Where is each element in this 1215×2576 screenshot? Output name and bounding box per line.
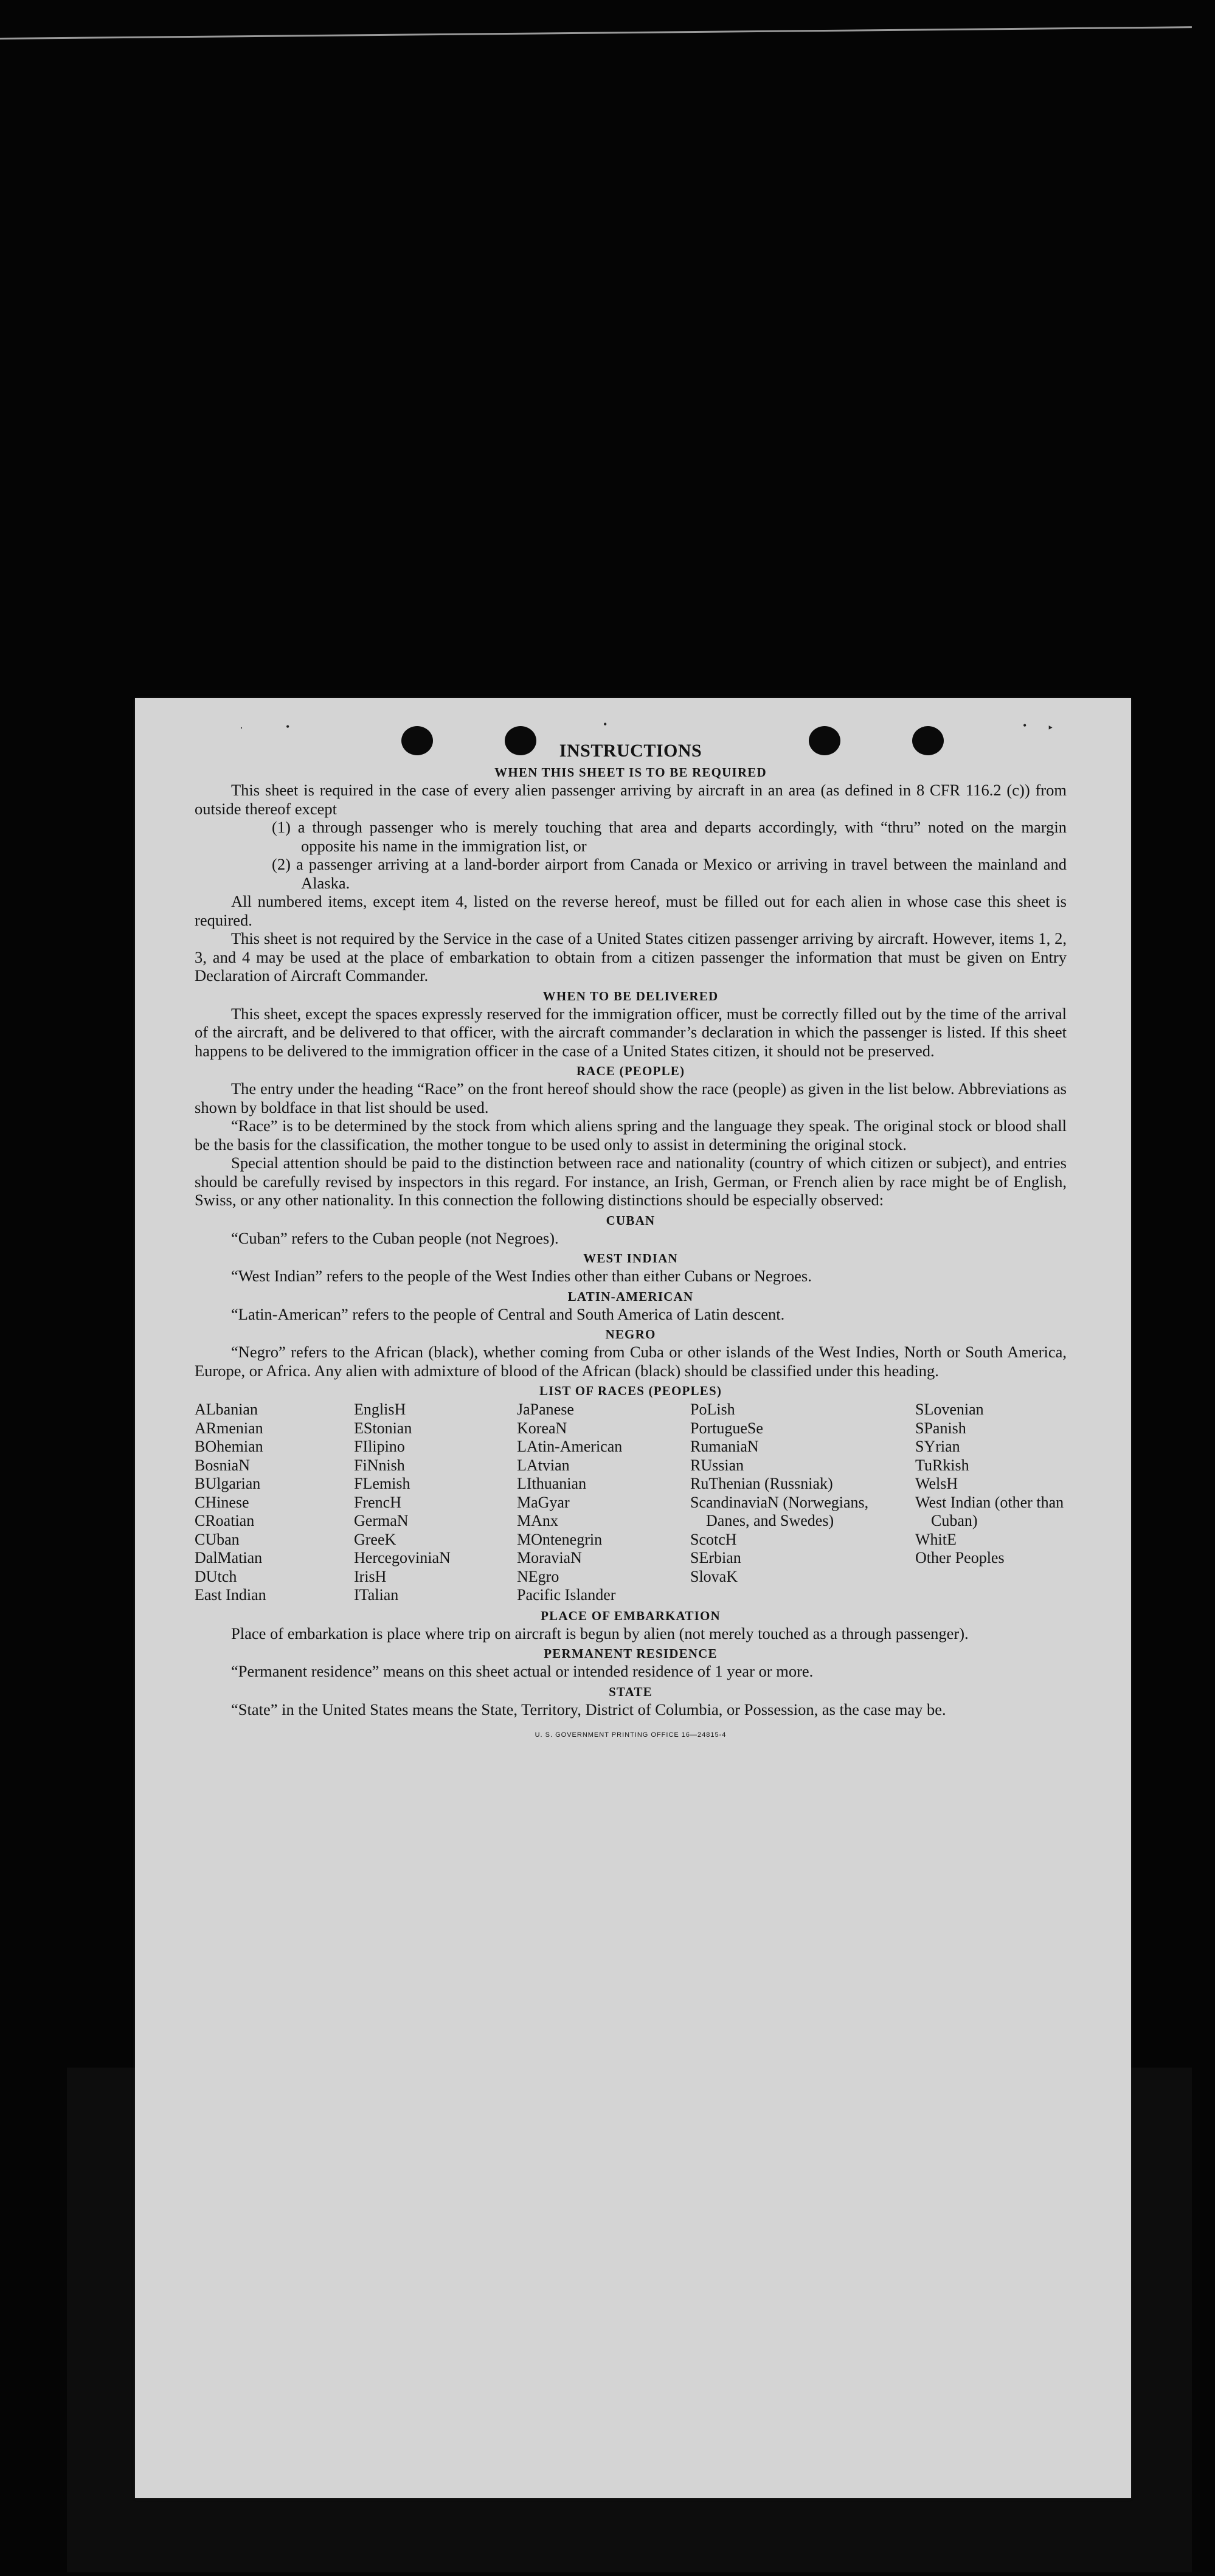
- section-heading-embarkation: PLACE OF EMBARKATION: [541, 1608, 721, 1623]
- race-entry: ScotcH: [690, 1530, 737, 1548]
- race-entry: MAnx: [517, 1512, 558, 1529]
- numbered-items-paragraph: All numbered items, except item 4, listed on the reverse hereof, must be filled out for each alien in whose case this sheet is required.: [195, 892, 1067, 929]
- residence-text: “Permanent residence” means on this sheet actual or intended residence of 1 year or more.: [231, 1662, 814, 1680]
- when-delivered-text: This sheet, except the spaces expressly reserved for the immigration officer, must be correctly filled out by the time of the arrival of the aircraft, and be delivered to that officer, with the aircraft commander’s declaration in which the passenger is listed. If this sheet happens to be delivered to the immigration officer in the case of a United States citizen, it should not be preserved.: [195, 1004, 1067, 1060]
- race-entry: GreeK: [354, 1530, 396, 1548]
- exception-item-2: (2) a passenger arriving at a land-border airport from Canada or Mexico or arriving in travel between the mainland and Alaska.: [272, 855, 1067, 892]
- state-text: “State” in the United States means the State, Territory, District of Columbia, or Possession, as the case may be.: [231, 1700, 946, 1719]
- race-entry: CRoatian: [195, 1512, 255, 1529]
- race-entry: HercegoviniaN: [354, 1549, 451, 1567]
- instruction-sheet: [135, 698, 1131, 2498]
- race-entry: RuThenian (Russniak): [690, 1475, 833, 1492]
- race-entry: NEgro: [517, 1567, 559, 1585]
- race-entry: PoLish: [690, 1401, 735, 1418]
- race-entry: MOntenegrin: [517, 1530, 603, 1548]
- latin-american-text: “Latin-American” refers to the people of Central and South America of Latin descent.: [231, 1304, 785, 1323]
- race-entry: BOhemian: [195, 1438, 263, 1455]
- race-entry: ITalian: [354, 1586, 399, 1604]
- section-heading-state: STATE: [609, 1684, 652, 1699]
- speck-mark: ·: [240, 722, 243, 734]
- negro-text: “Negro” refers to the African (black), whether coming from Cuba or other islands of the West Indies, North or South America, Europe, or Africa. Any alien with admixture of blood of the African (black) should be classified under this heading.: [195, 1343, 1067, 1380]
- race-entry: GermaN: [354, 1512, 409, 1529]
- section-heading-list-of-races: LIST OF RACES (PEOPLES): [539, 1383, 722, 1398]
- race-entry: MoraviaN: [517, 1549, 582, 1567]
- speck-mark: •: [603, 718, 608, 730]
- races-column-4: [690, 1401, 915, 1605]
- instructions-body: [195, 741, 1067, 1751]
- exception-item-1: (1) a through passenger who is merely touching that area and departs accordingly, with “thru” noted on the margin opposite his name in the immigration list, or: [272, 818, 1067, 855]
- race-entry: East Indian: [195, 1586, 266, 1604]
- race-entry: FLemish: [354, 1475, 410, 1492]
- section-heading-negro: NEGRO: [605, 1327, 656, 1342]
- race-entry: KoreaN: [517, 1419, 567, 1437]
- races-column-2: [354, 1401, 517, 1605]
- race-paragraph-3: Special attention should be paid to the distinction between race and nationality (country of which citizen or subject), and entries should be carefully revised by inspectors in this regard. For instance, an Irish, German, or French alien by race might be of English, Swiss, or any other nationality. In this connection the following distinctions should be especially observed:: [195, 1154, 1067, 1209]
- race-entry: SErbian: [690, 1549, 741, 1567]
- race-entry: ALbanian: [195, 1401, 258, 1418]
- race-entry: CUban: [195, 1530, 240, 1548]
- race-entry: DalMatian: [195, 1549, 263, 1567]
- race-entry: LAtin-American: [517, 1438, 623, 1455]
- race-entry: JaPanese: [517, 1401, 574, 1418]
- race-entry: FrencH: [354, 1493, 401, 1511]
- section-heading-when-delivered: WHEN TO BE DELIVERED: [542, 988, 719, 1003]
- race-entry: Other Peoples: [915, 1549, 1005, 1567]
- race-entry: SLovenian: [915, 1401, 984, 1418]
- embarkation-text: Place of embarkation is place where trip on aircraft is begun by alien (not merely touched as a through passenger).: [231, 1624, 969, 1643]
- race-entry: MaGyar: [517, 1493, 570, 1511]
- race-entry: FiNnish: [354, 1456, 405, 1474]
- races-table: [195, 1401, 1067, 1605]
- race-entry: SlovaK: [690, 1567, 738, 1585]
- race-entry: LAtvian: [517, 1456, 570, 1474]
- race-entry: SYrian: [915, 1438, 960, 1455]
- race-entry: ARmenian: [195, 1419, 263, 1437]
- race-entry: PortugueSe: [690, 1419, 763, 1437]
- speck-mark: •: [1023, 719, 1027, 732]
- race-paragraph-1: The entry under the heading “Race” on the front hereof should show the race (people) as given in the list below. Abbreviations as shown by boldface in that list should be used.: [195, 1079, 1067, 1117]
- page-title: INSTRUCTIONS: [559, 741, 702, 761]
- race-entry: ScandinaviaN (Norwegians, Danes, and Swedes): [690, 1493, 869, 1529]
- race-entry: West Indian (other than Cuban): [915, 1493, 1064, 1529]
- speck-mark: •: [286, 721, 290, 733]
- section-heading-cuban: CUBAN: [606, 1213, 656, 1228]
- race-entry: BosniaN: [195, 1456, 250, 1474]
- section-heading-race: RACE (PEOPLE): [576, 1064, 685, 1078]
- race-entry: EStonian: [354, 1419, 412, 1437]
- race-entry: SPanish: [915, 1419, 966, 1437]
- race-entry: RumaniaN: [690, 1438, 759, 1455]
- races-column-1: [195, 1401, 354, 1605]
- race-entry: EnglisH: [354, 1401, 406, 1418]
- scan-edge-line: [0, 26, 1192, 40]
- section-heading-when-required: WHEN THIS SHEET IS TO BE REQUIRED: [494, 765, 767, 780]
- when-required-intro: This sheet is required in the case of every alien passenger arriving by aircraft in an area (as defined in 8 CFR 116.2 (c)) from outside thereof except: [195, 781, 1067, 818]
- race-entry: TuRkish: [915, 1456, 969, 1474]
- race-entry: RUssian: [690, 1456, 744, 1474]
- section-heading-latin-american: LATIN-AMERICAN: [567, 1289, 694, 1304]
- section-heading-residence: PERMANENT RESIDENCE: [544, 1646, 718, 1661]
- speck-mark: ‣: [1047, 722, 1054, 734]
- races-column-3: [517, 1401, 690, 1605]
- race-entry: IrisH: [354, 1567, 387, 1585]
- race-entry: Pacific Islander: [517, 1586, 616, 1604]
- race-entry: FIlipino: [354, 1438, 405, 1455]
- race-entry: CHinese: [195, 1493, 249, 1511]
- race-entry: LIthuanian: [517, 1475, 587, 1492]
- races-column-5: [915, 1401, 1067, 1605]
- race-entry: BUlgarian: [195, 1475, 261, 1492]
- west-indian-text: “West Indian” refers to the people of the West Indies other than either Cubans or Negroes.: [231, 1267, 812, 1285]
- race-entry: WelsH: [915, 1475, 958, 1492]
- printer-imprint: U. S. GOVERNMENT PRINTING OFFICE 16—24815-4: [535, 1731, 727, 1739]
- section-heading-west-indian: WEST INDIAN: [583, 1251, 678, 1265]
- cuban-text: “Cuban” refers to the Cuban people (not Negroes).: [231, 1228, 559, 1247]
- race-entry: WhitE: [915, 1530, 957, 1548]
- race-paragraph-2: “Race” is to be determined by the stock from which aliens spring and the language they speak. The original stock or blood shall be the basis for the classification, the mother tongue to be used only to assist in determining the original stock.: [195, 1117, 1067, 1154]
- citizen-paragraph: This sheet is not required by the Service in the case of a United States citizen passenger arriving by aircraft. However, items 1, 2, 3, and 4 may be used at the place of embarkation to obtain from a citizen passenger the information that must be given on Entry Declaration of Aircraft Commander.: [195, 929, 1067, 985]
- race-entry: DUtch: [195, 1567, 237, 1585]
